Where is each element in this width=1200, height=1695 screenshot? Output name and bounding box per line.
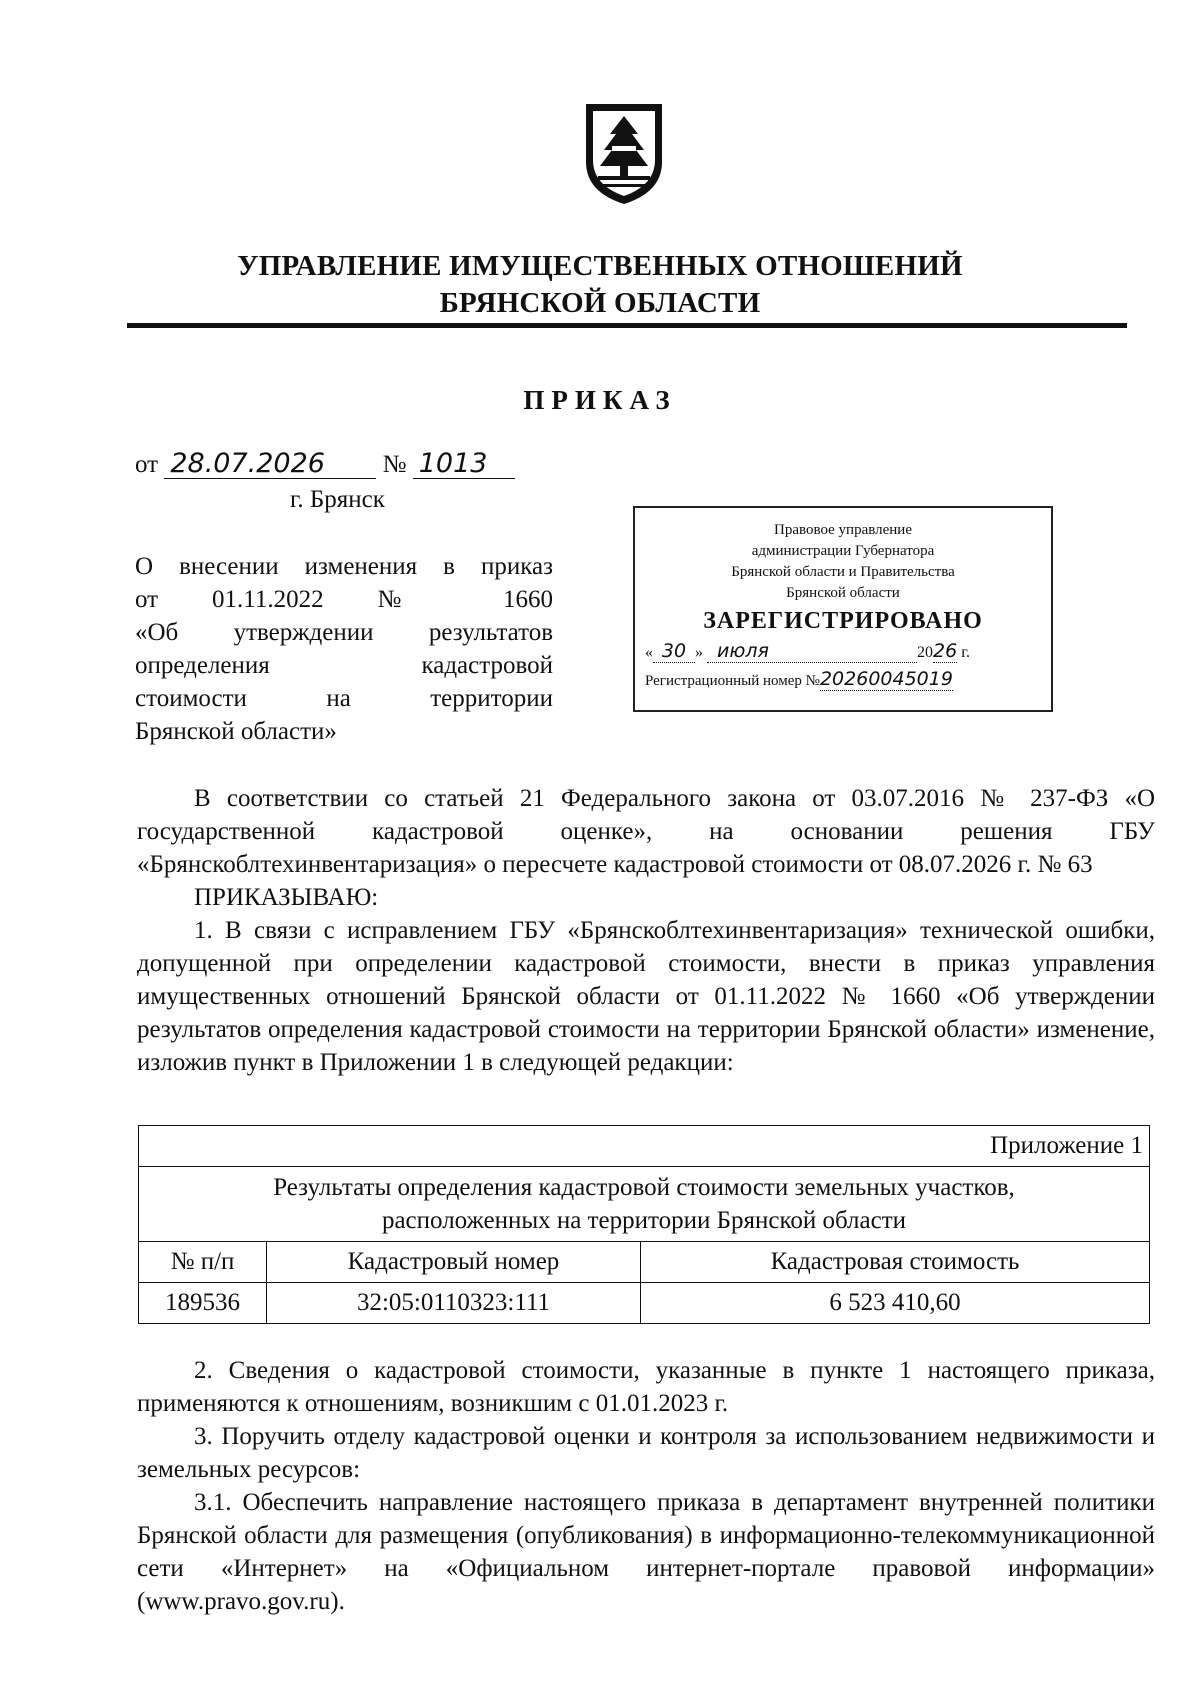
table-cell: 189536	[139, 1283, 267, 1324]
order-body-upper	[137, 782, 1155, 1079]
stamp-line: Брянской области	[786, 585, 900, 601]
stamp-line: Брянской области и Правительства	[731, 564, 955, 580]
subject-line: О внесении изменения в приказ	[135, 553, 553, 580]
item-3-paragraph: 3. Поручить отделу кадастровой оценки и контроля за использованием недвижимости и земельных ресурсов:	[137, 1423, 1155, 1483]
subject-line: от 01.11.2022 № 1660	[135, 586, 553, 613]
table-header-cell: Кадастровый номер	[267, 1242, 641, 1283]
order-subject	[135, 550, 553, 748]
stamp-day: 30	[653, 640, 695, 663]
header-divider	[127, 323, 1127, 328]
table-header-cell: № п/п	[139, 1242, 267, 1283]
stamp-line: администрации Губернатора	[751, 543, 935, 559]
item-1-paragraph: 1. В связи с исправлением ГБУ «Брянскоблтехинвентаризация» технической ошибки, допущенной при определении кадастровой стоимости, внести в приказ управления имущественных отношений Брянской области от 01.11.2022 № 1660 «Об утверждении результатов определения кадастровой стоимости на территории Брянской области» изменение, изложив пункт в Приложении 1 в следующей редакции:	[137, 917, 1155, 1076]
item-3-1-paragraph: 3.1. Обеспечить направление настоящего приказа в департамент внутренней политики Брянской области для размещения (опубликования) в информационно-телекоммуникационной сети «Интернет» на «Официальном интернет-портале правовой информации» (www.pravo.gov.ru).	[137, 1489, 1155, 1615]
subject-line: определения кадастровой	[135, 652, 553, 679]
stamp-year-prefix: 20	[917, 644, 933, 661]
subject-line: Брянской области»	[135, 718, 337, 745]
stamp-year-suffix: 26	[933, 640, 958, 662]
stamp-registered: ЗАРЕГИСТРИРОВАНО	[703, 608, 983, 634]
stamp-month: июля	[707, 640, 917, 663]
order-word: ПРИКАЗЫВАЮ:	[194, 884, 379, 911]
table-cell: 6 523 410,60	[641, 1283, 1150, 1324]
subject-line: стоимости на территории	[135, 685, 553, 712]
table-caption-line1: Результаты определения кадастровой стоимости земельных участков,	[273, 1174, 1015, 1201]
order-date: 28.07.2026	[164, 450, 376, 479]
table-appendix: Приложение 1	[139, 1126, 1150, 1167]
from-prefix: от	[135, 451, 159, 478]
stamp-line: Правовое управление	[774, 522, 912, 538]
table-caption-line2: расположенных на территории Брянской области	[381, 1207, 907, 1234]
table-cell: 32:05:0110323:111	[267, 1283, 641, 1324]
stamp-reg-number	[635, 668, 1051, 694]
registration-stamp	[633, 506, 1053, 712]
order-city: г. Брянск	[290, 486, 385, 513]
item-2-paragraph: 2. Сведения о кадастровой стоимости, указанные в пункте 1 настоящего приказа, применяются к отношениям, возникшим с 01.01.2023 г.	[137, 1357, 1155, 1417]
table-caption	[139, 1167, 1150, 1242]
stamp-reg-label: Регистрационный номер №	[645, 673, 820, 689]
org-name-line1: УПРАВЛЕНИЕ ИМУЩЕСТВЕННЫХ ОТНОШЕНИЙ	[237, 250, 963, 282]
coat-of-arms-icon	[582, 100, 666, 208]
org-name-line2: БРЯНСКОЙ ОБЛАСТИ	[439, 287, 761, 319]
cadastral-table	[138, 1125, 1150, 1324]
subject-line: «Об утверждении результатов	[135, 619, 553, 646]
table-header-cell: Кадастровая стоимость	[641, 1242, 1150, 1283]
stamp-year-unit: г.	[961, 644, 970, 661]
preamble-paragraph: В соответствии со статьей 21 Федерального закона от 03.07.2016 № 237-ФЗ «О государственной кадастровой оценке», на основании решения ГБУ «Брянскоблтехинвентаризация» о пересчете кадастровой стоимости от 08.07.2026 г. № 63	[137, 785, 1155, 878]
table-row	[139, 1283, 1150, 1324]
number-prefix: №	[382, 451, 407, 478]
order-date-number	[135, 450, 515, 479]
stamp-date: « 30 » июля 2026 г.	[645, 640, 970, 662]
order-body-lower	[137, 1354, 1155, 1618]
order-number: 1013	[413, 450, 515, 479]
stamp-reg-value: 20260045019	[819, 668, 953, 690]
document-title: ПРИКАЗ	[523, 385, 677, 415]
